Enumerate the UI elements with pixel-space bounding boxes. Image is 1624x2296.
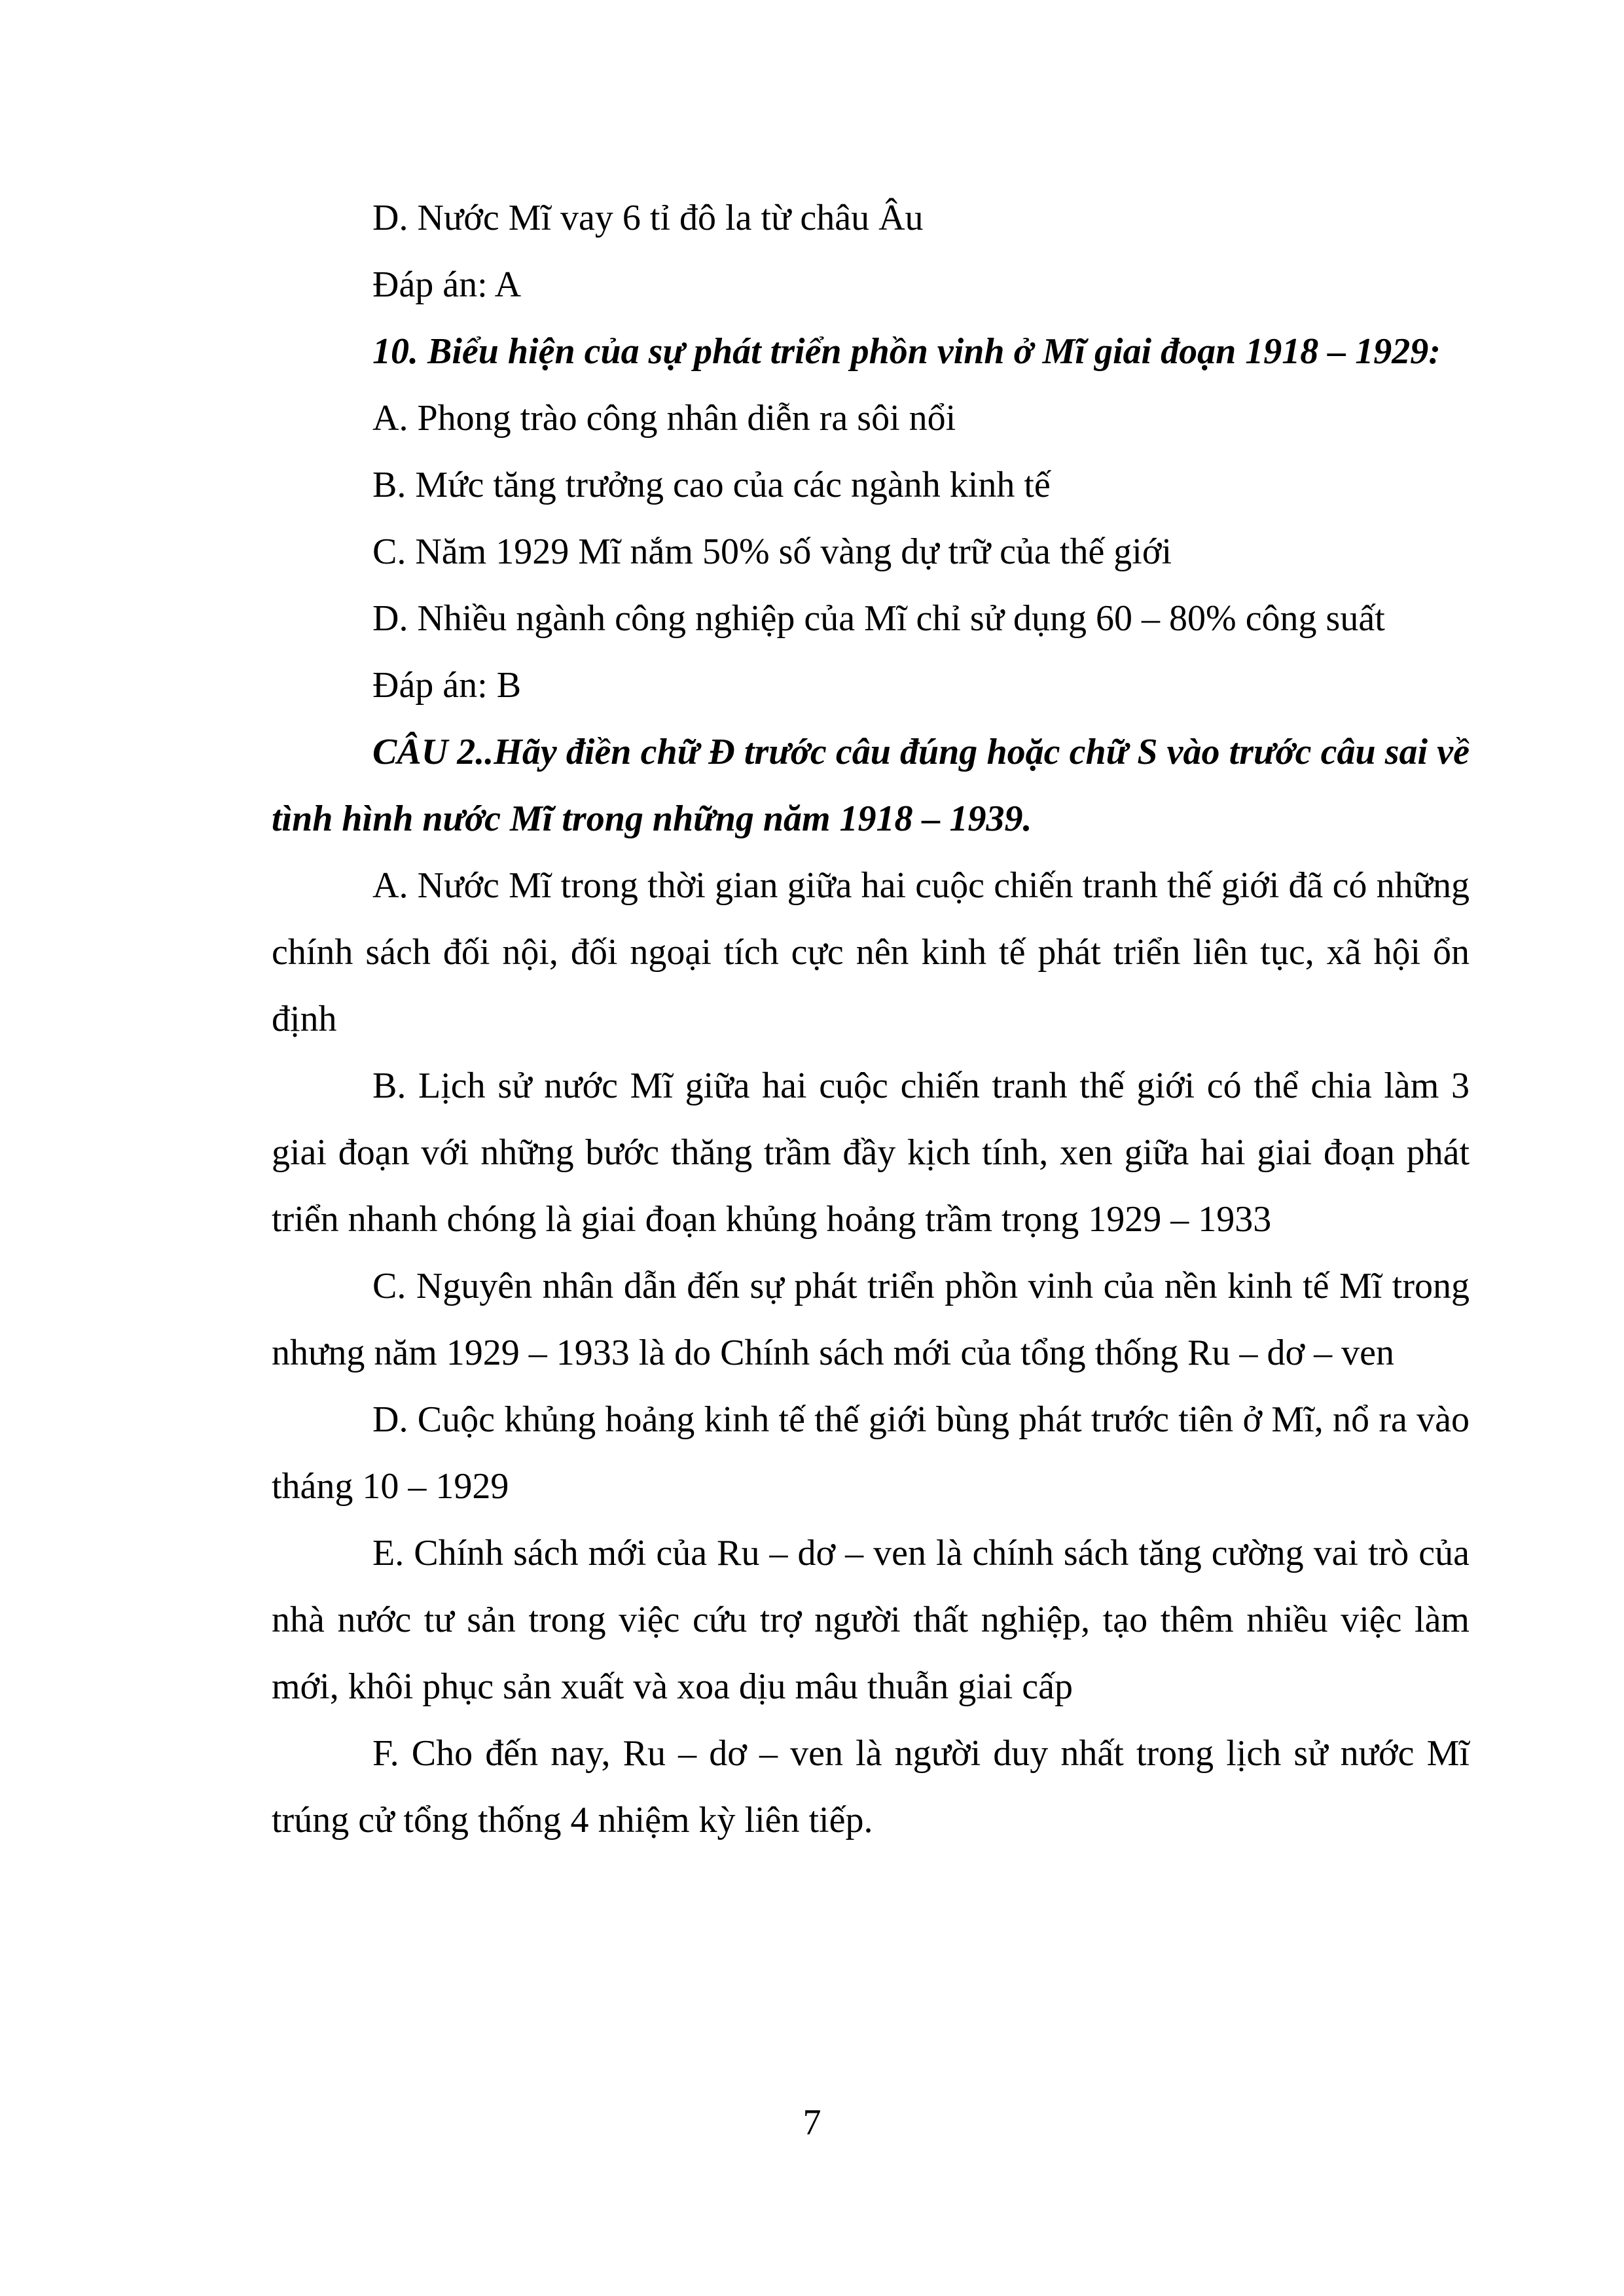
page-number: 7 bbox=[803, 2102, 821, 2143]
page-content bbox=[272, 185, 1470, 1854]
question-10-option-b: B. Mức tăng trưởng cao của các ngành kinh tế bbox=[372, 465, 1051, 505]
question-10-option-a: A. Phong trào công nhân diễn ra sôi nổi bbox=[372, 398, 956, 439]
question-2-statement-d: D. Cuộc khủng hoảng kinh tế thế giới bùng phát trước tiên ở Mĩ, nổ ra vào tháng 10 – 1929 bbox=[272, 1399, 1470, 1507]
question-2-statement-a: A. Nước Mĩ trong thời gian giữa hai cuộc chiến tranh thế giới đã có những chính sách đối nội, đối ngoại tích cực nên kinh tế phát triển liên tục, xã hội ổn định bbox=[272, 865, 1470, 1039]
question-2-statement-f: F. Cho đến nay, Ru – dơ – ven là người duy nhất trong lịch sử nước Mĩ trúng cử tổng thống 4 nhiệm kỳ liên tiếp. bbox=[272, 1733, 1470, 1840]
option-line: D. Nước Mĩ vay 6 tỉ đô la từ châu Âu bbox=[372, 198, 924, 238]
question-10-option-d: D. Nhiều ngành công nghiệp của Mĩ chỉ sử dụng 60 – 80% công suất bbox=[372, 598, 1385, 639]
question-2-statement-b: B. Lịch sử nước Mĩ giữa hai cuộc chiến tranh thế giới có thể chia làm 3 giai đoạn với những bước thăng trầm đầy kịch tính, xen giữa hai giai đoạn phát triển nhanh chóng là giai đoạn khủng hoảng trầm trọng 1929 – 1933 bbox=[272, 1066, 1470, 1240]
question-10-option-c: C. Năm 1929 Mĩ nắm 50% số vàng dự trữ của thế giới bbox=[372, 531, 1172, 572]
question-10-title: 10. Biểu hiện của sự phát triển phồn vinh ở Mĩ giai đoạn 1918 – 1929: bbox=[372, 331, 1441, 372]
question-2-statement-c: C. Nguyên nhân dẫn đến sự phát triển phồn vinh của nền kinh tế Mĩ trong nhưng năm 1929 – 1933 là do Chính sách mới của tổng thống Ru – dơ – ven bbox=[272, 1266, 1470, 1373]
question-2-statement-e: E. Chính sách mới của Ru – dơ – ven là chính sách tăng cường vai trò của nhà nước tư sản trong việc cứu trợ người thất nghiệp, tạo thêm nhiều việc làm mới, khôi phục sản xuất và xoa dịu mâu thuẫn giai cấp bbox=[272, 1533, 1470, 1707]
question-2-title: CÂU 2..Hãy điền chữ Đ trước câu đúng hoặc chữ S vào trước câu sai về tình hình nước Mĩ trong những năm 1918 – 1939. bbox=[272, 732, 1470, 839]
question-10-answer: Đáp án: B bbox=[372, 665, 522, 706]
answer-line: Đáp án: A bbox=[372, 264, 522, 305]
